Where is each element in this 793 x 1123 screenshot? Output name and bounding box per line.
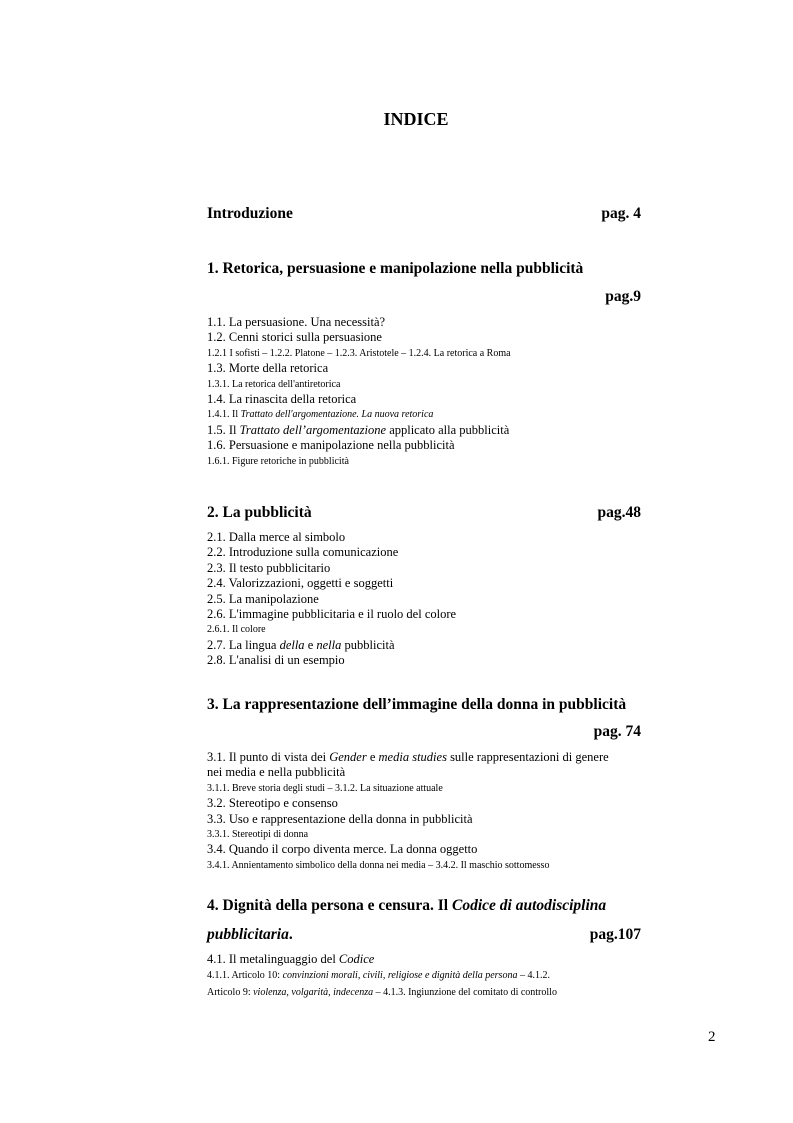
toc-entry: 4.1. Il metalinguaggio del Codice [207,952,375,966]
toc-subentry: 4.1.1. Articolo 10: convinzioni morali, civili, religiose e dignità della persona – 4.1.2. [207,970,550,982]
chapter-4-page: pag.107 [589,926,641,943]
toc-entry: 2.1. Dalla merce al simbolo [207,530,346,544]
toc-subentry: 1.3.1. La retorica dell'antiretorica [207,378,341,390]
toc-entry: 1.2. Cenni storici sulla persuasione [207,330,382,345]
chapter-4-entries [207,952,641,1001]
chapter-3-entries [207,750,641,873]
toc-subentry: 1.2.1 I sofisti – 1.2.2. Platone – 1.2.3. Aristotele – 1.2.4. La retorica a Roma [207,347,511,359]
toc-subentry: 3.4.1. Annientamento simbolico della donna nei media – 3.4.2. Il maschio sottomesso [207,859,550,871]
chapter-3-title: 3. La rappresentazione dell’immagine della donna in pubblicità [207,696,627,713]
toc-entry: 1.3. Morte della retorica [207,361,329,376]
chapter-2-page: pag.48 [597,504,641,521]
chapter-1-entries [207,315,641,469]
toc-entry: 3.2. Stereotipo e consenso [207,796,338,811]
toc-subentry: 3.3.1. Stereotipi di donna [207,829,309,841]
toc-subentry: 3.1.1. Breve storia degli studi – 3.1.2. La situazione attuale [207,782,443,794]
chapter-1-page: pag.9 [605,288,641,305]
toc-subentry: 1.4.1. Il Trattato dell'argomentazione. La nuova retorica [207,409,434,421]
toc-subentry: Articolo 9: violenza, volgarità, indecenza – 4.1.3. Ingiunzione del comitato di controllo [207,987,557,999]
toc-subentry: 2.6.1. Il colore [207,624,266,636]
toc-entry: 1.4. La rinascita della retorica [207,392,357,407]
toc-subentry: 1.6.1. Figure retoriche in pubblicità [207,455,349,467]
toc-entry: 1.1. La persuasione. Una necessità? [207,315,386,329]
toc-entry: 2.5. La manipolazione [207,591,319,606]
chapter-4-title: 4. Dignità della persona e censura. Il Codice di autodisciplina [207,897,607,914]
chapter-2-row [207,504,641,522]
intro-label: Introduzione [207,205,293,222]
toc-entry: 2.4. Valorizzazioni, oggetti e soggetti [207,576,394,591]
chapter-2-entries [207,530,641,669]
intro-row [207,205,641,223]
intro-page: pag. 4 [601,205,641,222]
chapter-4-title-cont: pubblicitaria. [207,926,293,943]
toc-entry: 1.6. Persuasione e manipolazione nella pubblicità [207,438,455,453]
toc-entry: 2.6. L'immagine pubblicitaria e il ruolo del colore [207,607,457,622]
toc-entry: 2.7. La lingua della e nella pubblicità [207,637,395,652]
page-number: 2 [708,1029,716,1045]
toc-entry: 2.2. Introduzione sulla comunicazione [207,545,399,560]
chapter-2-title: 2. La pubblicità [207,504,312,521]
page-title: INDICE [383,109,449,129]
toc-entry: 3.3. Uso e rappresentazione della donna in pubblicità [207,811,473,826]
toc-entry: 3.1. Il punto di vista dei Gender e media studies sulle rappresentazioni di genere [207,750,609,764]
toc-entry: nei media e nella pubblicità [207,765,346,780]
toc-entry: 1.5. Il Trattato dell’argomentazione applicato alla pubblicità [207,422,510,437]
chapter-3-page: pag. 74 [593,723,641,740]
chapter-1-title: 1. Retorica, persuasione e manipolazione nella pubblicità [207,260,584,277]
toc-entry: 3.4. Quando il corpo diventa merce. La donna oggetto [207,842,478,857]
toc-entry: 2.3. Il testo pubblicitario [207,560,331,575]
toc-entry: 2.8. L'analisi di un esempio [207,653,345,668]
chapter-4-row [207,926,641,944]
